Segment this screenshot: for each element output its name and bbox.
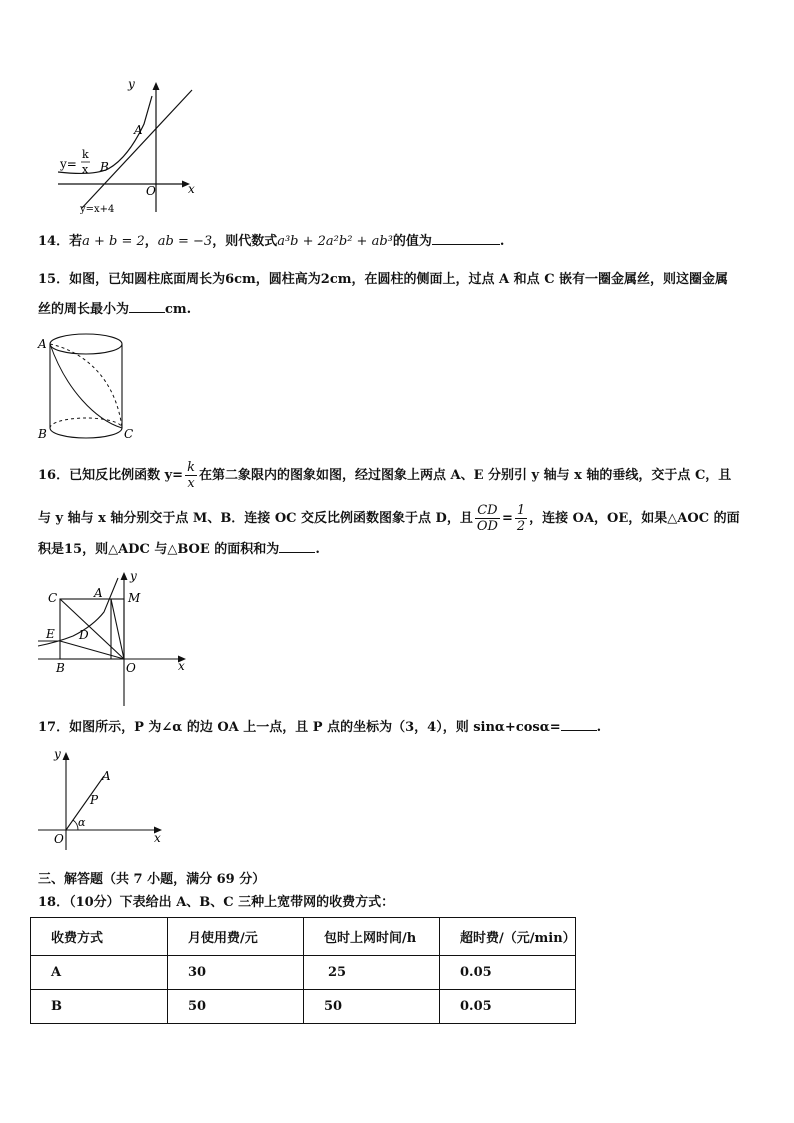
- origin-label: O: [126, 661, 136, 675]
- figure-q15-svg: [36, 330, 146, 445]
- table-header-cell: 超时费/（元/min）: [440, 918, 576, 956]
- question-18: 18．（10分）下表给出 A、B、C 三种上宽带网的收费方式：: [38, 895, 395, 910]
- figure-q17-svg: [38, 746, 168, 854]
- question-16-line-1: [38, 460, 758, 491]
- table-cell: 50: [168, 990, 304, 1024]
- question-14: [38, 232, 758, 252]
- q16-fraction-cd-over-od: [475, 503, 500, 534]
- point-m-label: M: [128, 591, 141, 605]
- y-axis-label: y: [130, 569, 137, 583]
- point-a-label: A: [102, 769, 111, 783]
- fraction-numerator: CD: [475, 503, 500, 519]
- q16-line-3-suffix: .: [315, 542, 320, 557]
- point-c-label: C: [124, 427, 134, 441]
- question-15-line-2: [38, 300, 758, 320]
- q14-suffix: 的值为: [392, 234, 432, 249]
- fraction-numerator: 1: [516, 503, 526, 518]
- q16-fraction-k-over-x: [185, 460, 197, 491]
- q16-prefix: 16．已知反比例函数 y=: [38, 468, 184, 483]
- point-p-label: P: [90, 793, 99, 807]
- figure-q16-svg: [38, 568, 193, 708]
- q14-end: .: [499, 234, 505, 249]
- table-header-cell: 收费方式: [31, 918, 168, 956]
- point-e-label: E: [46, 627, 55, 641]
- table-cell: 30: [168, 956, 304, 990]
- point-a-label: A: [134, 123, 143, 137]
- question-16-line-3: [38, 540, 758, 560]
- figure-q15: [36, 330, 146, 445]
- wire-front: [50, 344, 122, 428]
- table-cell: 0.05: [440, 990, 576, 1024]
- point-d-label: D: [79, 628, 89, 642]
- x-axis-label: x: [154, 831, 161, 845]
- q14-prefix: 14．若: [38, 234, 83, 249]
- table-cell: A: [31, 956, 168, 990]
- q16-line-2-suffix: ，连接 OA，OE，如果△AOC 的面: [529, 511, 740, 526]
- q17-suffix: .: [596, 720, 602, 735]
- q14-mid: ，则代数式: [212, 234, 278, 249]
- point-a-label: A: [38, 337, 47, 351]
- curve-label-den: x: [82, 163, 89, 176]
- origin-label: O: [146, 184, 156, 198]
- q15-prefix: 丝的周长最小为: [38, 302, 130, 317]
- q14-condition-2: ab = −3: [157, 234, 213, 249]
- line-label: y=x+4: [80, 204, 115, 215]
- table-row: [31, 990, 576, 1024]
- x-axis-label: x: [188, 182, 195, 196]
- wire-back: [50, 344, 122, 428]
- fraction-denominator: OD: [476, 519, 498, 534]
- table-header-cell: 包时上网时间/h: [304, 918, 440, 956]
- y-axis-label: y: [54, 747, 61, 761]
- q15-answer-blank[interactable]: [129, 312, 165, 313]
- table-cell: 25: [304, 956, 440, 990]
- line-y-x-plus-4: [82, 90, 192, 208]
- point-b-label: B: [56, 661, 65, 675]
- table-cell: B: [31, 990, 168, 1024]
- q16-answer-blank[interactable]: [279, 552, 315, 553]
- curve-label-num: k: [82, 148, 89, 161]
- table-row: [31, 956, 576, 990]
- segment-oa: [111, 599, 124, 659]
- cylinder-bottom-front: [50, 428, 122, 438]
- pricing-table: [30, 917, 576, 1024]
- q16-line-3-prefix: 积是15，则△ADC 与△BOE 的面积和为: [38, 542, 280, 557]
- y-axis-arrow: [153, 82, 160, 90]
- q15-suffix: cm.: [165, 302, 192, 317]
- x-axis-label: x: [178, 659, 185, 673]
- point-a-label: A: [94, 586, 103, 600]
- figure-q17: [38, 746, 168, 854]
- point-b-label: B: [38, 427, 47, 441]
- table-header-row: [31, 918, 576, 956]
- question-16-line-2: [38, 503, 758, 534]
- y-axis-arrow: [63, 752, 70, 760]
- point-b-label: B: [100, 160, 109, 174]
- q16-fraction-one-half: [515, 503, 527, 534]
- cylinder-bottom-back: [50, 418, 122, 428]
- fraction-denominator: x: [187, 476, 195, 491]
- q17-answer-blank[interactable]: [561, 730, 597, 731]
- q16-line-2-prefix: 与 y 轴与 x 轴分别交于点 M、B．连接 OC 交反比例函数图象于点 D，且: [38, 511, 473, 526]
- q16-line-1-suffix: 在第二象限内的图象如图，经过图象上两点 A、E 分别引 y 轴与 x 轴的垂线，交于点 C，且: [198, 468, 732, 483]
- cylinder-top: [50, 334, 122, 354]
- question-15-line-1: 15．如图，已知圆柱底面周长为6cm，圆柱高为2cm，在圆柱的侧面上，过点 A 和点 C 嵌有一圈金属丝，则这圈金属: [38, 272, 729, 287]
- figure-q14: [58, 76, 203, 216]
- curve-label-lhs: y=: [60, 157, 77, 171]
- question-17: [38, 718, 758, 738]
- q14-expression: a³b + 2a²b² + ab³: [277, 234, 393, 249]
- table-header-cell: 月使用费/元: [168, 918, 304, 956]
- figure-q16: [38, 568, 193, 708]
- q16-equals: =: [501, 511, 513, 526]
- table-cell: 50: [304, 990, 440, 1024]
- section-3-heading: 三、解答题（共 7 小题，满分 69 分）: [38, 872, 266, 887]
- table-cell: 0.05: [440, 956, 576, 990]
- y-axis-arrow: [121, 572, 128, 580]
- q14-separator: ，: [144, 234, 158, 249]
- fraction-numerator: k: [187, 460, 195, 475]
- fraction-denominator: 2: [516, 519, 526, 534]
- point-c-label: C: [48, 591, 58, 605]
- q17-prefix: 17．如图所示，P 为∠α 的边 OA 上一点，且 P 点的坐标为（3，4），则 sinα+cosα=: [38, 720, 561, 735]
- origin-label: O: [54, 832, 64, 846]
- q14-condition-1: a + b = 2: [82, 234, 145, 249]
- y-axis-label: y: [128, 77, 135, 91]
- angle-alpha-label: α: [78, 816, 86, 829]
- figure-q14-svg: [58, 76, 203, 216]
- q14-answer-blank[interactable]: [432, 244, 500, 245]
